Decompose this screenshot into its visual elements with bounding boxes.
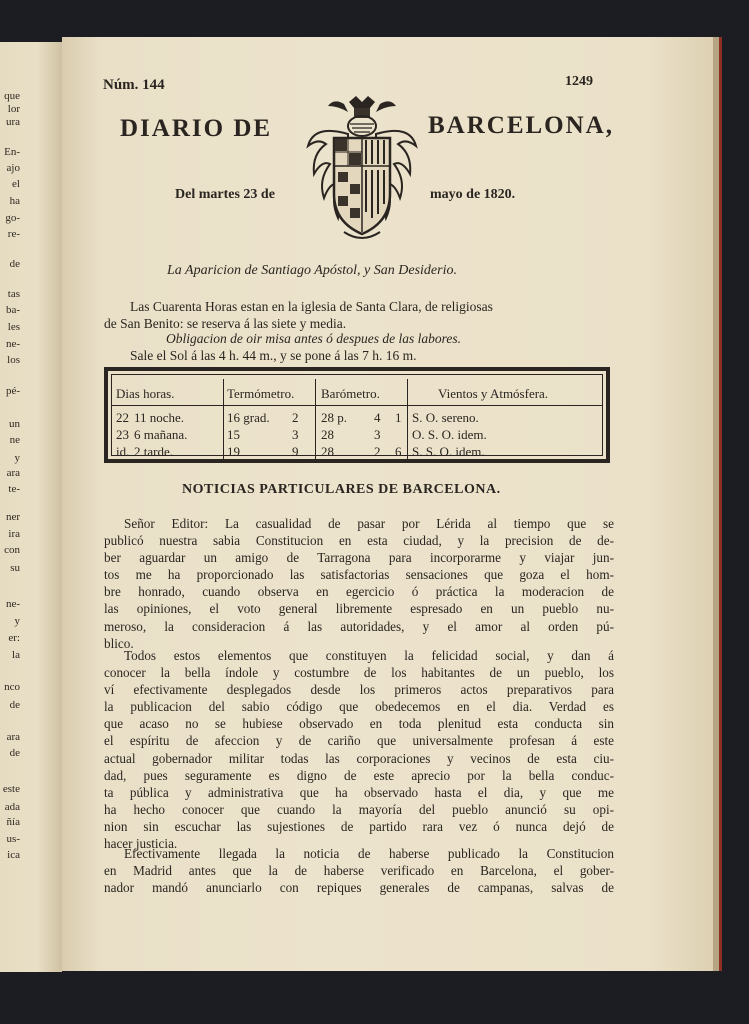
article-paragraph-2: [104, 647, 614, 852]
left-page-fragment: nco: [4, 681, 20, 693]
weather-cell-thermo-fraction: 9: [292, 444, 299, 459]
article-line: actual gobernador militar todas las corporaciones y vecinos de esta ciu-: [104, 750, 614, 766]
left-page-fragment: este: [2, 783, 20, 795]
article-line: que acaso no se hubiese observado en toda plenitud esta conducta sin: [104, 716, 614, 732]
article-paragraph-1: [104, 515, 614, 652]
weather-cell-thermo-degrees: 15: [227, 427, 240, 442]
weather-cell-hour: 6 mañana.: [134, 427, 188, 442]
left-page-fragment: un: [9, 418, 20, 430]
article-line: meroso, la consideracion á las autoridades, y el amor al orden pú-: [104, 618, 614, 634]
page-number: 1249: [565, 74, 593, 89]
weather-header-rule: [112, 405, 602, 406]
left-page-fragment: te-: [8, 483, 20, 495]
left-page-fragment: ha: [9, 195, 20, 207]
left-page-fragment: de: [9, 258, 20, 270]
article-line: publicó nuestra sabia Constitucion en esta ciudad, y la precision de de-: [104, 533, 614, 549]
left-page-fragment: lor: [7, 103, 20, 115]
left-page-fragment: ne: [9, 434, 20, 446]
left-page-fragment: que: [4, 90, 20, 102]
weather-header-winds: Vientos y Atmósfera.: [438, 386, 549, 401]
weather-cell-wind: S. S. O. idem.: [412, 444, 485, 459]
weather-cell-day: 23: [116, 427, 129, 442]
left-page-fragment: ba-: [5, 304, 20, 316]
issue-number: Núm. 144: [103, 77, 165, 93]
article-line: el espíritu de afeccion y de cariño que universalmente profesan á este: [104, 733, 614, 749]
left-page-fragment: y: [14, 615, 20, 627]
weather-cell-day: 22: [116, 410, 129, 425]
article-line: ta pública y administrativa que ha observado hasta el dia, y que me: [104, 784, 614, 800]
weather-col-divider: [407, 379, 408, 459]
article-line: Todos estos elementos que constituyen la felicidad social, y dan á: [124, 648, 614, 663]
coat-of-arms-icon: [304, 94, 420, 244]
article-line: ha hecho conocer que cuando la mayoría del pueblo anunció su opi-: [104, 801, 614, 817]
article-line: hacer justicia.: [104, 836, 178, 852]
section-heading: NOTICIAS PARTICULARES DE BARCELONA.: [182, 482, 501, 497]
left-page-fragment: con: [4, 544, 20, 556]
article-line: ber aguardar un amigo de Tarragona para incorporarme y viajar jun-: [104, 550, 614, 566]
left-page-fragment: go-: [5, 212, 20, 224]
weather-cell-day: id.: [116, 444, 130, 459]
left-page-fragment: ada: [4, 801, 20, 813]
weather-cell-hour: 2 tarde.: [134, 444, 173, 459]
weather-table-inner-frame: [111, 374, 603, 459]
mass-obligation: Obligacion de oir misa antes ó despues de las labores.: [166, 331, 461, 346]
article-line: las opiniones, el voto general libremente espresado en un pueblo nu-: [104, 601, 614, 617]
weather-header-thermometer: Termómetro.: [227, 386, 295, 401]
left-page-fragment: ajo: [6, 162, 20, 174]
article-line: conocer la bella índole y costumbre de los habitantes de un pueblo, los: [104, 665, 614, 681]
left-page-fragment: us-: [6, 833, 20, 845]
forty-hours-line-2: de San Benito: se reserva á las siete y media.: [104, 316, 347, 331]
weather-cell-baro-inches: 28 p.: [321, 410, 347, 425]
left-page-fragment: los: [7, 354, 20, 366]
left-page-edge: [0, 42, 62, 972]
article-line: Señor Editor: La casualidad de pasar por Lérida al tiempo que se: [124, 516, 614, 531]
weather-col-divider: [315, 379, 316, 459]
article-line: Efectivamente llegada la noticia de haberse publicado la Constitucion: [124, 846, 614, 861]
left-page-fragment: ner: [5, 511, 20, 523]
masthead-title-right: BARCELONA,: [428, 112, 614, 139]
left-page-fragment: ne-: [5, 338, 20, 350]
weather-header-barometer: Barómetro.: [321, 386, 380, 401]
left-page-fragment: de: [9, 747, 20, 759]
article-paragraph-3: [104, 845, 614, 896]
weather-cell-hour: 11 noche.: [134, 410, 185, 425]
weather-cell-baro-points: 1: [395, 410, 402, 425]
left-page-fragment: de: [9, 699, 20, 711]
article-line: dad, pues seguramente es digno de este aprecio por la bella conduc-: [104, 767, 614, 783]
left-page-fragment: la: [12, 649, 20, 661]
left-page-fragment: ura: [5, 116, 20, 128]
left-page-fragment: ara: [6, 731, 20, 743]
article-line: bre honrado, cuando observa en egercicio ó práctica la moderacion de: [104, 584, 614, 600]
weather-cell-thermo-fraction: 2: [292, 410, 299, 425]
left-page-fragment: En-: [4, 146, 20, 158]
left-page-fragment: ara: [6, 467, 20, 479]
weather-col-divider: [223, 379, 224, 459]
weather-cell-baro-lines: 2: [374, 444, 381, 459]
left-page-fragment: pé-: [5, 385, 20, 397]
article-line: blico.: [104, 635, 134, 651]
left-page-fragment: re-: [7, 228, 20, 240]
article-line: nion sin escuchar las sujestiones de partido rara vez ó nunca dejó de: [104, 818, 614, 834]
left-page-fragment: er:: [8, 632, 20, 644]
weather-cell-thermo-degrees: 19: [227, 444, 240, 459]
left-page-fragment: ñía: [6, 816, 20, 828]
masthead-title-left: DIARIO DE: [120, 115, 273, 142]
article-line: la publicacion del sabio código que obedecemos en el dia. Verdad es: [104, 699, 614, 715]
left-page-fragment: les: [7, 321, 20, 333]
article-line: nador mandó anunciarlo con repiques generales de campanas, salvas de: [104, 880, 614, 896]
saints-of-the-day: La Aparicion de Santiago Apóstol, y San Desiderio.: [167, 263, 457, 278]
left-page-fragment: ne-: [5, 598, 20, 610]
weather-cell-thermo-degrees: 16 grad.: [227, 410, 270, 425]
left-page-fragment: ica: [7, 849, 20, 861]
newspaper-page: [62, 37, 719, 971]
weather-cell-thermo-fraction: 3: [292, 427, 299, 442]
article-line: en Madrid antes que la de haberse verificado en Barcelona, el gober-: [104, 863, 614, 879]
weather-cell-baro-lines: 4: [374, 410, 381, 425]
left-page-fragment: su: [10, 562, 20, 574]
weather-cell-baro-inches: 28: [321, 427, 334, 442]
left-page-fragment: ira: [8, 528, 20, 540]
date-right: mayo de 1820.: [430, 187, 516, 202]
weather-cell-wind: O. S. O. idem.: [412, 427, 487, 442]
weather-cell-baro-lines: 3: [374, 427, 381, 442]
weather-cell-baro-points: 6: [395, 444, 402, 459]
date-left: Del martes 23 de: [175, 187, 275, 202]
sunrise-sunset: Sale el Sol á las 4 h. 44 m., y se pone á las 7 h. 16 m.: [130, 348, 417, 363]
weather-cell-wind: S. O. sereno.: [412, 410, 479, 425]
article-line: ví efectivamente desplegados desde los primeros actos preparativos para: [104, 682, 614, 698]
left-page-fragment: tas: [7, 288, 20, 300]
weather-table: [104, 367, 610, 463]
article-line: tos me ha proporcionado las satisfactorias sensaciones que goza el hom-: [104, 567, 614, 583]
weather-header-days: Dias horas.: [116, 386, 175, 401]
forty-hours-line-1: Las Cuarenta Horas estan en la iglesia de Santa Clara, de religiosas: [130, 299, 493, 314]
left-page-fragment: el: [12, 178, 20, 190]
left-page-fragment: y: [14, 452, 20, 464]
weather-cell-baro-inches: 28: [321, 444, 334, 459]
